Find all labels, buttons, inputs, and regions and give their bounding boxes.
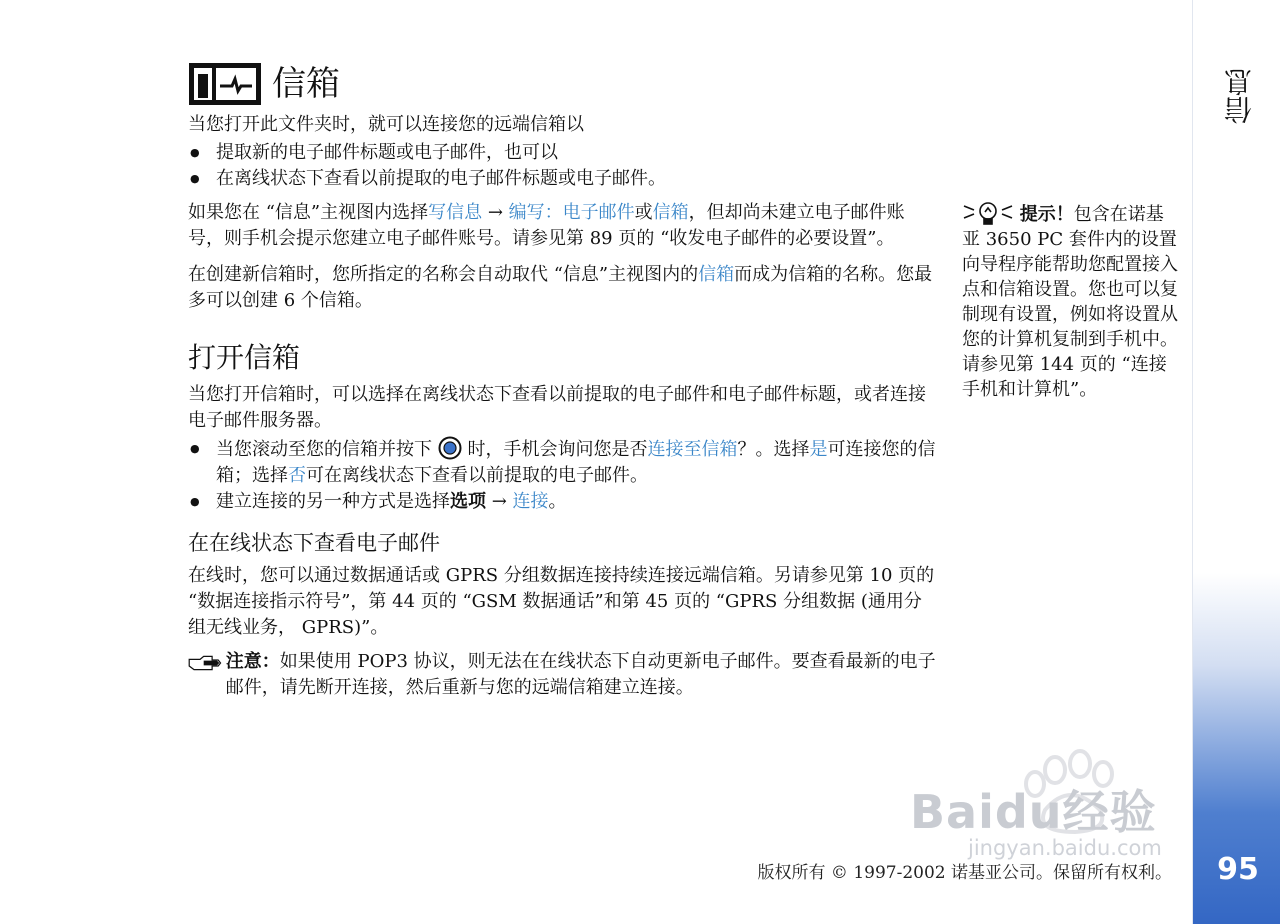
text: 可连接您的信箱；选择 [216,439,936,486]
note-label: 注意： [225,651,280,672]
text: 而成为信箱的名称。您最多可以创建 6 个信箱。 [188,264,933,311]
note-body [226,649,936,701]
watermark-cn: 经验 [1062,785,1157,839]
online-view-heading: 在在线状态下查看电子邮件 [188,531,440,555]
tip-text: 包含在诺基亚 3650 PC 套件内的设置向导程序能帮助您配置接入点和信箱设置。您也可以复制现有设置，例如将设置从您的计算机复制到手机中。请参见第 144 页的 “连接手机和计算机”。 [962,204,1178,400]
link-email[interactable]: 电子邮件 [562,202,635,223]
tip-label: 提示！ [1019,204,1074,225]
link-mailbox[interactable]: 信箱 [652,202,689,223]
text: ？。选择 [737,439,810,460]
text: 可在离线状态下查看以前提取的电子邮件。 [306,465,648,486]
copyright-footer: 版权所有 © 1997-2002 诺基亚公司。保留所有权利。 [757,863,1172,883]
open-mailbox-heading: 打开信箱 [188,341,301,374]
link-compose[interactable]: 编写 [508,202,545,223]
link-mailbox[interactable]: 信箱 [698,264,735,285]
text: ，但却尚未建立电子邮件账号，则手机会提示您建立电子邮件账号。请参见第 89 页的 “收发电子邮件的必要设置”。 [188,202,905,249]
section-tab: 信息 [1223,68,1256,124]
link-connect[interactable]: 连接 [512,491,549,512]
open-mailbox-intro: 当您打开信箱时，可以选择在离线状态下查看以前提取的电子邮件和电子邮件标题，或者连接电子邮件服务器。 [188,384,926,431]
mailbox-bullets [188,140,936,192]
list-item: ● 在离线状态下查看以前提取的电子邮件标题或电子邮件。 [188,166,936,192]
page-number: 95 [1217,852,1259,887]
watermark-text [910,776,1157,842]
note-block [188,649,936,701]
watermark-brand-du: du [994,785,1063,839]
online-view-body: 在线时，您可以通过数据通话或 GPRS 分组数据连接持续连接远端信箱。另请参见第 10 页的 “数据连接指示符号”，第 44 页的 “GSM 数据通话”和第 45 页的 “GPRS 分组数据 (通用分组无线业务， GPRS)”。 [188,565,935,638]
joystick-key-icon [438,436,462,460]
open-mailbox-bullets [188,436,936,515]
watermark-url: jingyan.baidu.com [968,836,1162,860]
colon-text: ： [544,202,563,223]
text: 或 [634,202,653,223]
page-title: 信箱 [272,64,340,104]
main-content [188,62,936,701]
mailbox-intro: 当您打开此文件夹时，就可以连接您的远端信箱以 [188,114,584,135]
arrow-text: → [482,202,509,223]
side-rail [1192,0,1280,924]
text: 建立连接的另一种方式是选择 [216,491,450,512]
lightbulb-icon [962,200,1014,226]
options-label: 选项 [450,491,486,512]
link-no[interactable]: 否 [288,465,306,486]
mailbox-paragraph-2 [188,262,936,314]
note-text: 如果使用 POP3 协议，则无法在在线状态下自动更新电子邮件。要查看最新的电子邮件，请先断开连接，然后重新与您的远端信箱建立连接。 [225,651,936,698]
watermark-brand: Bai [910,785,995,839]
text: 在创建新信箱时，您所指定的名称会自动取代 “信息”主视图内的 [188,264,699,285]
list-item [188,489,936,515]
note-hand-icon [188,649,222,677]
mailbox-icon [188,62,262,106]
text: 时，手机会询问您是否 [467,439,648,460]
text: 如果您在 “信息”主视图内选择 [188,202,429,223]
link-yes[interactable]: 是 [809,439,828,460]
mailbox-heading [188,62,936,106]
link-write-message[interactable]: 写信息 [428,202,483,223]
list-item [188,436,936,489]
link-connect-to-mailbox[interactable]: 连接至信箱 [647,439,738,460]
text: 当您滚动至您的信箱并按下 [216,439,432,460]
list-item: ● 提取新的电子邮件标题或电子邮件，也可以 [188,140,936,166]
text: 。 [548,491,567,512]
mailbox-paragraph-1 [188,200,936,252]
arrow-text: → [486,491,513,512]
tip-sidebar [962,200,1178,402]
